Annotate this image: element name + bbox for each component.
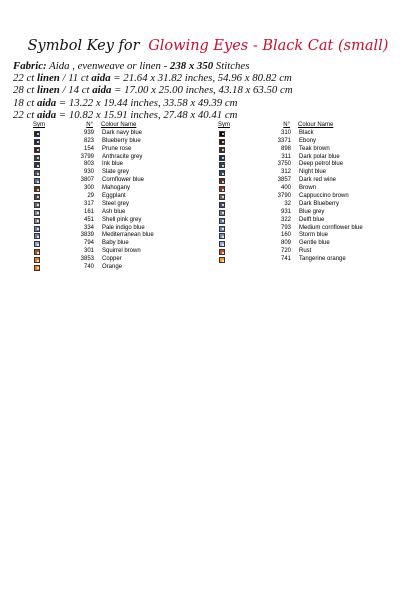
title-prefix: Symbol Key for: [27, 38, 140, 54]
color-swatch-icon: [219, 241, 225, 247]
dmc-number: 310: [280, 129, 291, 136]
color-swatch-icon: [34, 249, 40, 255]
size-fabric: linen: [37, 84, 60, 97]
color-swatch-icon: [34, 194, 40, 200]
table-row: [33, 240, 208, 248]
colour-name: Night blue: [299, 169, 327, 176]
colour-name: Cornflower blue: [102, 177, 145, 184]
table-row: [218, 130, 398, 138]
size-fabric-2: aida: [92, 84, 112, 97]
size-count: 22 ct: [13, 72, 37, 85]
color-swatch-icon: [34, 186, 40, 192]
colour-name: Brown: [299, 185, 317, 192]
table-row: [218, 217, 398, 225]
table-row: [33, 201, 208, 209]
color-swatch-icon: [219, 210, 225, 216]
size-line: [13, 72, 409, 84]
color-key-table-left: [33, 122, 208, 272]
colour-name: Gentle blue: [299, 240, 330, 247]
colour-name: Blue grey: [299, 208, 325, 215]
color-swatch-icon: [219, 147, 225, 153]
size-sep: / 14 ct: [59, 84, 93, 97]
header-sym: Sym: [33, 122, 45, 128]
dmc-number: 3790: [277, 193, 291, 200]
colour-name: Copper: [102, 256, 122, 263]
size-count: 18 ct: [13, 96, 37, 109]
dmc-number: 154: [83, 145, 94, 152]
table-row: [218, 177, 398, 185]
colour-name: Dark Blueberry: [299, 200, 340, 207]
colour-name: Delft blue: [299, 216, 325, 223]
color-swatch-icon: [219, 186, 225, 192]
size-count: 28 ct: [13, 84, 37, 97]
color-swatch-icon: [34, 202, 40, 208]
table-header: [33, 122, 208, 130]
color-swatch-icon: [34, 155, 40, 161]
colour-name: Blueberry blue: [102, 137, 141, 144]
dmc-number: 29: [87, 193, 94, 200]
dmc-number: 931: [280, 208, 291, 215]
table-row: [218, 209, 398, 217]
color-swatch-icon: [219, 202, 225, 208]
size-sep: / 11 ct: [59, 72, 92, 85]
table-row: [218, 248, 398, 256]
dmc-number: 803: [83, 161, 94, 168]
color-swatch-icon: [219, 233, 225, 239]
table-row: [33, 256, 208, 264]
dmc-number: 3799: [80, 153, 94, 160]
colour-name: Mahogany: [102, 185, 131, 192]
color-swatch-icon: [34, 178, 40, 184]
table-row: [33, 217, 208, 225]
colour-name: Shell pink grey: [102, 216, 142, 223]
size-fabric-2: aida: [91, 72, 111, 85]
stitch-suffix: Stitches: [213, 60, 250, 72]
dmc-number: 793: [280, 224, 291, 231]
table-row: [218, 201, 398, 209]
color-swatch-icon: [34, 233, 40, 239]
color-swatch-icon: [219, 162, 225, 168]
dmc-number: 740: [83, 264, 94, 271]
header-number: N°: [283, 122, 290, 128]
table-row: [218, 146, 398, 154]
color-swatch-icon: [34, 218, 40, 224]
fabric-line: [13, 60, 409, 72]
table-row: [33, 232, 208, 240]
table-row: [33, 209, 208, 217]
size-dimensions: = 21.64 x 31.82 inches, 54.96 x 80.82 cm: [110, 72, 292, 85]
table-row: [218, 240, 398, 248]
size-count: 22 ct: [13, 108, 37, 121]
table-row: [33, 177, 208, 185]
table-row: [33, 193, 208, 201]
colour-name: Rust: [299, 248, 312, 255]
table-header: [218, 122, 398, 130]
colour-name: Pale indigo blue: [102, 224, 145, 231]
table-row: [33, 248, 208, 256]
table-row: [218, 193, 398, 201]
dmc-number: 720: [280, 248, 291, 255]
dmc-number: 794: [83, 240, 94, 247]
colour-name: Prune rose: [102, 145, 132, 152]
dmc-number: 301: [83, 248, 94, 255]
color-swatch-icon: [34, 265, 40, 271]
table-row: [218, 225, 398, 233]
table-row: [218, 256, 398, 264]
table-row: [218, 138, 398, 146]
table-row: [33, 185, 208, 193]
colour-name: Steel grey: [102, 200, 130, 207]
colour-name: Dark red wine: [299, 177, 337, 184]
fabric-text: Aida , evenweave or linen -: [46, 60, 170, 72]
dmc-number: 300: [83, 185, 94, 192]
table-row: [33, 161, 208, 169]
dmc-number: 160: [280, 232, 291, 239]
color-swatch-icon: [34, 210, 40, 216]
colour-name: Anthracite grey: [102, 153, 143, 160]
table-row: [33, 154, 208, 162]
color-swatch-icon: [34, 131, 40, 137]
table-row: [33, 146, 208, 154]
header-colour-name: Colour Name: [101, 122, 137, 128]
colour-name: Black: [299, 129, 314, 136]
color-swatch-icon: [219, 155, 225, 161]
table-row: [33, 138, 208, 146]
color-swatch-icon: [34, 147, 40, 153]
colour-name: Dark navy blue: [102, 129, 143, 136]
dmc-number: 3750: [277, 161, 291, 168]
dmc-number: 317: [83, 200, 94, 207]
color-swatch-icon: [219, 178, 225, 184]
color-swatch-icon: [219, 139, 225, 145]
colour-name: Tangerine orange: [299, 256, 346, 263]
dmc-number: 3857: [277, 177, 291, 184]
size-line: [13, 84, 409, 96]
colour-name: Squirrel brown: [102, 248, 141, 255]
table-row: [33, 169, 208, 177]
colour-name: Teak brown: [299, 145, 330, 152]
dmc-number: 809: [280, 240, 291, 247]
table-row: [218, 232, 398, 240]
color-swatch-icon: [34, 226, 40, 232]
dmc-number: 939: [83, 129, 94, 136]
table-row: [218, 185, 398, 193]
dmc-number: 3839: [80, 232, 94, 239]
dmc-number: 3807: [80, 177, 94, 184]
size-fabric: aida: [37, 108, 57, 121]
color-swatch-icon: [219, 257, 225, 263]
colour-name: Ink blue: [102, 161, 124, 168]
colour-name: Deep petrol blue: [299, 161, 344, 168]
dmc-number: 930: [83, 169, 94, 176]
colour-name: Baby blue: [102, 240, 129, 247]
colour-name: Cappuccino brown: [299, 193, 349, 200]
color-swatch-icon: [219, 170, 225, 176]
color-swatch-icon: [34, 162, 40, 168]
header-colour-name: Colour Name: [298, 122, 334, 128]
dmc-number: 898: [280, 145, 291, 152]
size-dimensions: = 17.00 x 25.00 inches, 43.18 x 63.50 cm: [111, 84, 293, 97]
colour-name: Ebony: [299, 137, 317, 144]
dmc-number: 334: [83, 224, 94, 231]
table-row: [33, 130, 208, 138]
table-row: [33, 225, 208, 233]
size-dimensions: = 10.82 x 15.91 inches, 27.48 x 40.41 cm: [56, 108, 238, 121]
color-swatch-icon: [219, 249, 225, 255]
colour-name: Orange: [102, 264, 123, 271]
size-line: [13, 97, 409, 109]
size-dimensions: = 13.22 x 19.44 inches, 33.58 x 49.39 cm: [56, 96, 238, 109]
dmc-number: 32: [284, 200, 291, 207]
pattern-name: Glowing Eyes - Black Cat (small): [148, 38, 389, 54]
size-fabric: aida: [37, 96, 57, 109]
header-number: N°: [86, 122, 93, 128]
color-swatch-icon: [34, 170, 40, 176]
color-swatch-icon: [219, 131, 225, 137]
dmc-number: 311: [281, 153, 291, 160]
color-key-table-right: [218, 122, 398, 264]
dmc-number: 400: [280, 185, 291, 192]
color-swatch-icon: [34, 139, 40, 145]
dmc-number: 451: [83, 216, 94, 223]
size-fabric: linen: [37, 72, 60, 85]
dmc-number: 3853: [80, 256, 94, 263]
colour-name: Mediterranean blue: [102, 232, 154, 239]
color-swatch-icon: [34, 241, 40, 247]
page-title: [0, 38, 416, 54]
color-swatch-icon: [219, 218, 225, 224]
table-row: [218, 161, 398, 169]
colour-name: Medium cornflower blue: [299, 224, 363, 231]
table-row: [218, 169, 398, 177]
colour-name: Dark polar blue: [299, 153, 340, 160]
dmc-number: 823: [83, 137, 94, 144]
fabric-info: [13, 60, 409, 121]
dmc-number: 312: [280, 169, 291, 176]
stitch-count: 238 x 350: [169, 60, 214, 72]
colour-name: Slate grey: [102, 169, 130, 176]
dmc-number: 322: [280, 216, 291, 223]
dmc-number: 161: [83, 208, 94, 215]
dmc-number: 741: [280, 256, 291, 263]
table-row: [218, 154, 398, 162]
size-line: [13, 109, 409, 121]
color-swatch-icon: [219, 194, 225, 200]
fabric-label: Fabric:: [13, 60, 47, 72]
color-swatch-icon: [219, 226, 225, 232]
dmc-number: 3371: [277, 137, 291, 144]
colour-name: Ash blue: [102, 208, 126, 215]
table-row: [33, 264, 208, 272]
color-swatch-icon: [34, 257, 40, 263]
colour-name: Eggplant: [102, 193, 126, 200]
colour-name: Storm blue: [299, 232, 329, 239]
header-sym: Sym: [218, 122, 230, 128]
